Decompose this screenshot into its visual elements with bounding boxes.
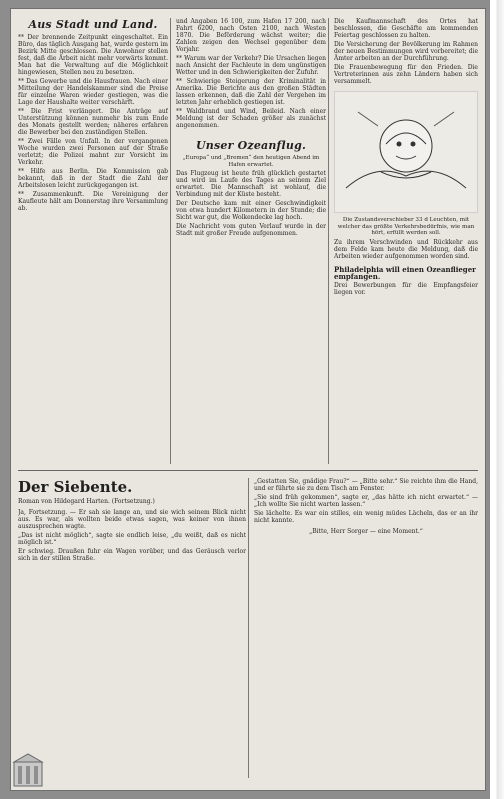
roman-subtitle: Roman von Hildegard Harten. (Fortsetzung.)	[18, 498, 155, 505]
column-divider	[328, 18, 329, 464]
roman-left	[18, 478, 246, 780]
ozeanflug-subheading: „Europa“ und „Bremen“ den heutigen Abend im Hafen erwartet.	[182, 155, 320, 168]
roman-paragraph: „Sie sind früh gekommen“, sagte er, „das hätte ich nicht erwartet.“ — „Ich wollte Sie nicht warten lassen.“	[254, 494, 478, 508]
ozeanflug-paragraph: Die Nachricht vom guten Verlauf wurde in der Stadt mit großer Freude aufgenommen.	[176, 223, 326, 238]
news-paragraph: Zu ihrem Verschwinden und Rückkehr aus dem Felde kam heute die Meldung, daß die Arbeiten wieder aufgenommen worden sind.	[334, 238, 478, 260]
roman-right	[254, 478, 478, 780]
column-divider	[170, 18, 171, 464]
news-paragraph: ** Die Frist verlängert. Die Anträge auf Unterstützung können nunmehr bis zum Ende des Monats gestellt werden; näheres erfahren die Bewerber bei den zuständigen Stellen.	[18, 108, 168, 136]
roman-paragraph: Er schwieg. Draußen fuhr ein Wagen vorüber, und das Geräusch verlor sich in der stillen Straße.	[18, 548, 246, 562]
roman-paragraph: „Das ist nicht möglich“, sagte sie endlich leise, „du weißt, daß es nicht möglich ist.“	[18, 532, 246, 546]
ozeanflug-paragraph: Der Deutsche kam mit einer Geschwindigkeit von etwa hundert Kilometern in der Stunde; die Sicht war gut, die Wolkendecke lag hoch.	[176, 200, 326, 222]
cartoon-illustration	[334, 91, 478, 213]
news-paragraph: ** Zwei Fälle von Unfall. In der vergangenen Woche wurden zwei Personen auf der Straße verletzt; die Polizei mahnt zur Vorsicht im Verkehr.	[18, 138, 168, 166]
roman-title: Der Siebente.	[18, 478, 133, 496]
newspaper-page	[10, 8, 486, 791]
roman-paragraph: „Gestatten Sie, gnädige Frau?“ — „Bitte sehr.“ Sie reichte ihm die Hand, und er führte sie zu dem Tisch am Fenster.	[254, 478, 478, 492]
news-paragraph: Drei Bewerbungen für die Empfangsfeier liegen vor.	[334, 282, 478, 297]
news-paragraph: ** Der brennende Zeitpunkt eingeschaltet. Ein Büro, das täglich Ausgang hat, wurde gestern im Bezirk Mitte geschlossen. Die Anwohner stellen fest, daß die Arbeit nicht mehr vorwärts kommt. Man hat die Verwaltung auf die Möglichkeit hingewiesen, Stellen neu zu besetzen.	[18, 34, 168, 76]
news-paragraph: Die Frauenbewegung für den Frieden. Die Vertreterinnen aus zehn Ländern haben sich versammelt.	[334, 64, 478, 85]
section-heading: Aus Stadt und Land.	[28, 18, 158, 31]
news-paragraph: Die Kaufmannschaft des Ortes hat beschlossen, die Geschäfte am kommenden Feiertag geschlossen zu halten.	[334, 18, 478, 39]
roman-paragraph: Sie lächelte. Es war ein stilles, ein wenig müdes Lächeln, das er an ihr nicht kannte.	[254, 510, 478, 524]
column-right	[334, 18, 478, 470]
column-stadt-und-land	[18, 18, 168, 470]
balloon-figure-icon	[335, 92, 477, 212]
roman-end-line: „Bitte, Herr Sorger — eine Moment.“	[309, 528, 423, 535]
ozeanflug-heading: Unser Ozeanflug.	[196, 139, 306, 152]
news-paragraph: und Angaben 16 100, zum Hafen 17 200, nach Fahrt 6200, nach Osten 2100, nach Westen 1870. Die Beförderung wächst weiter; die Zahlen zeigen den Wechsel gegenüber dem Vorjahr.	[176, 18, 326, 53]
news-paragraph: ** Das Gewerbe und die Hausfrauen. Nach einer Mitteilung der Handelskammer sind die Preise für einzelne Waren wieder gestiegen, was die Lage der Haushalte weiter verschärft.	[18, 78, 168, 106]
column-middle	[176, 18, 326, 470]
cartoon-caption: Die Zustandsverschieber 33 d Leuchten, mit welcher das größte Verkehrsbedürfnis, wie man hört, erfüllt werden soll.	[337, 217, 475, 237]
horizontal-rule	[18, 470, 478, 471]
roman-paragraph: Ja, Fortsetzung. — Er sah sie lange an, und sie wich seinem Blick nicht aus. Es war, als wollten beide etwas sagen, was keiner von ihnen auszusprechen wagte.	[18, 509, 246, 530]
scan-edge-strip	[490, 0, 504, 799]
news-paragraph: ** Waldbrand und Wind, Beileid. Nach einer Meldung ist der Schaden größer als zunächst angenommen.	[176, 108, 326, 129]
news-paragraph: ** Warum war der Verkehr? Die Ursachen liegen nach Ansicht der Fachleute in dem ungünstigen Wetter und in den Schwierigkeiten der Zufuhr.	[176, 55, 326, 76]
news-paragraph: ** Hilfe aus Berlin. Die Kommission gab bekannt, daß in der Stadt die Zahl der Arbeitslosen leicht zurückgegangen ist.	[18, 168, 168, 189]
news-paragraph: Die Versicherung der Bevölkerung im Rahmen der neuen Bestimmungen wird vorbereitet; die Ämter arbeiten an der Durchführung.	[334, 41, 478, 62]
news-paragraph: ** Zusammenkunft. Die Vereinigung der Kaufleute hält am Donnerstag ihre Versammlung ab.	[18, 191, 168, 212]
library-logo-icon	[12, 752, 44, 790]
column-divider	[248, 478, 249, 778]
ozeanflug-paragraph: Das Flugzeug ist heute früh glücklich gestartet und wird im Laufe des Tages an seinem Ziel erwartet. Die Mannschaft ist wohlauf, die Verbindung mit der Küste besteht.	[176, 170, 326, 199]
news-subhead: Philadelphia will einen Ozeanflieger empfangen.	[334, 264, 476, 282]
news-paragraph: ** Schwierige Steigerung der Kriminalität in Amerika. Die Berichte aus den großen Städten lassen erkennen, daß die Zahl der Vergehen im letzten Jahr erheblich gestiegen ist.	[176, 78, 326, 106]
